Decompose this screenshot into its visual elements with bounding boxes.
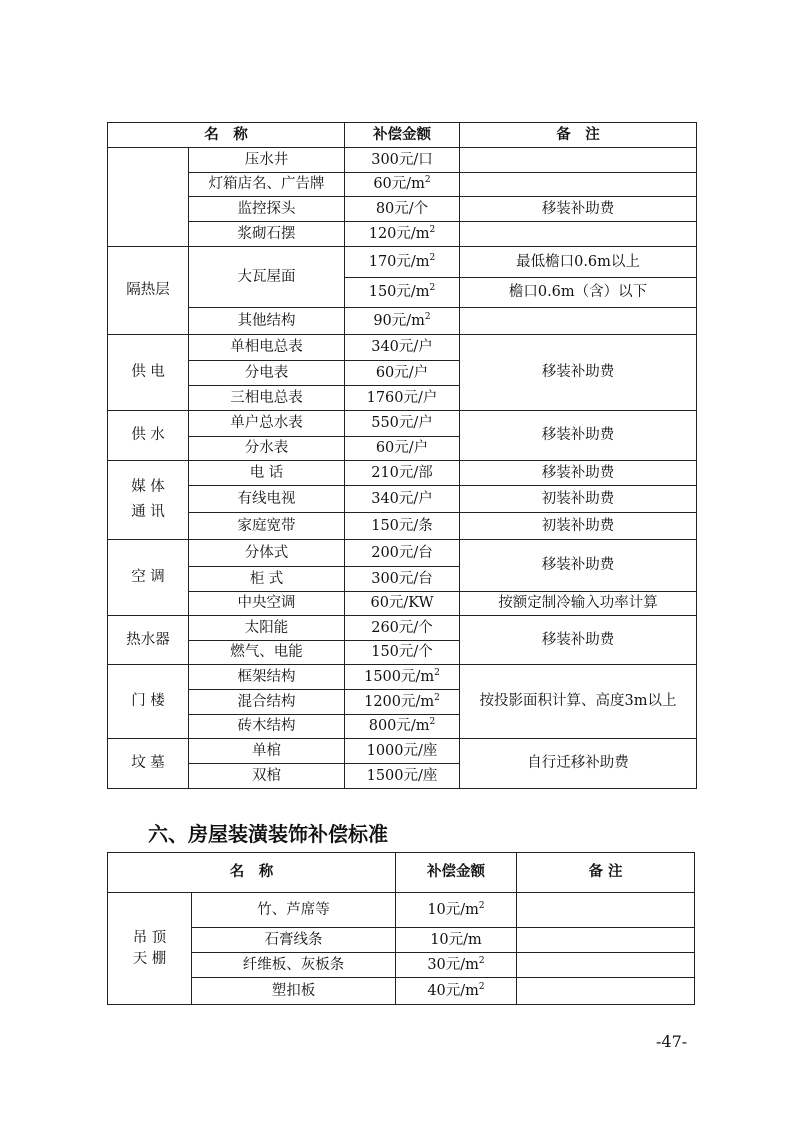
item-name: 竹、芦席等 [192,893,396,928]
category-gate: 门 楼 [108,665,189,739]
item-name: 灯箱店名、广告牌 [189,173,345,197]
table-row [108,173,697,197]
item-amount: 1200元$/m^2$ [345,690,460,715]
table-row [108,308,697,335]
item-name: 太阳能 [189,616,345,641]
item-note: 檐口0.6m（含）以下 [460,278,697,308]
compensation-table-decoration [107,852,695,1005]
item-name: 单户总水表 [189,411,345,437]
item-note: 移装补助费 [460,335,697,411]
item-amount: 340元/户 [345,335,460,361]
table-row [108,335,697,361]
item-amount: 150元/条 [345,513,460,540]
item-note: 移装补助费 [460,540,697,592]
item-name: 家庭宽带 [189,513,345,540]
item-note [460,173,697,197]
category-power: 供 电 [108,335,189,411]
item-amount: 1500元$/m^2$ [345,665,460,690]
category-tomb: 坟 墓 [108,739,189,789]
item-note [460,148,697,173]
header-name: 名 称 [108,853,396,893]
table-row [108,513,697,540]
item-amount: 550元/户 [345,411,460,437]
table-row [108,739,697,764]
item-note [460,308,697,335]
item-amount: 1000元/座 [345,739,460,764]
compensation-table-attachments [107,122,697,789]
item-name: 分水表 [189,437,345,461]
table-row [108,928,695,953]
item-name: 压水井 [189,148,345,173]
item-note: 初装补助费 [460,513,697,540]
item-note: 初装补助费 [460,486,697,513]
item-name: 砖木结构 [189,715,345,739]
item-name: 其他结构 [189,308,345,335]
item-name: 框架结构 [189,665,345,690]
item-note: 移装补助费 [460,411,697,461]
header-note: 备 注 [517,853,695,893]
item-note: 自行迁移补助费 [460,739,697,789]
page-number: -47- [656,1032,688,1051]
category-water: 供 水 [108,411,189,461]
item-name: 柜 式 [189,567,345,592]
table-row [108,616,697,641]
table-row [108,411,697,437]
item-amount: 10元/m [396,928,517,953]
item-amount: 300元/口 [345,148,460,173]
header-amount: 补偿金额 [396,853,517,893]
item-note [460,222,697,247]
item-name: 大瓦屋面 [189,247,345,308]
item-note: 按额定制冷输入功率计算 [460,592,697,616]
item-note: 移装补助费 [460,616,697,665]
item-amount: 800元$/m^2$ [345,715,460,739]
item-amount: 60元$/m^2$ [345,173,460,197]
item-name: 分电表 [189,361,345,386]
table-row [108,247,697,278]
table-row [108,222,697,247]
header-amount: 补偿金额 [345,123,460,148]
item-note [517,928,695,953]
item-amount: 30元$/m^2$ [396,953,517,978]
item-name: 塑扣板 [192,978,396,1005]
item-name: 单棺 [189,739,345,764]
item-note [517,953,695,978]
item-name: 三相电总表 [189,386,345,411]
item-note: 最低檐口0.6m以上 [460,247,697,278]
item-note: 移装补助费 [460,461,697,486]
table-row [108,461,697,486]
item-amount: 10元$/m^2$ [396,893,517,928]
category-heater: 热水器 [108,616,189,665]
item-name: 电 话 [189,461,345,486]
item-amount: 210元/部 [345,461,460,486]
category-empty [108,148,189,247]
item-amount: 200元/台 [345,540,460,567]
item-name: 监控探头 [189,197,345,222]
table-row [108,540,697,567]
item-name: 单相电总表 [189,335,345,361]
item-amount: 260元/个 [345,616,460,641]
item-name: 燃气、电能 [189,641,345,665]
section-heading: 六、房屋装潢装饰补偿标准 [148,822,388,846]
item-name: 纤维板、灰板条 [192,953,396,978]
item-name: 石膏线条 [192,928,396,953]
item-amount: 150元/个 [345,641,460,665]
table-row [108,665,697,690]
item-amount: 1500元/座 [345,764,460,789]
item-amount: 170元$/m^2$ [345,247,460,278]
table-row [108,197,697,222]
item-amount: 60元/户 [345,361,460,386]
table-row [108,893,695,928]
item-amount: 90元$/m^2$ [345,308,460,335]
header-note: 备 注 [460,123,697,148]
item-name: 中央空调 [189,592,345,616]
table-header-row [108,123,697,148]
item-name: 有线电视 [189,486,345,513]
item-amount: 120元$/m^2$ [345,222,460,247]
item-amount: 60元/户 [345,437,460,461]
item-name: 浆砌石摆 [189,222,345,247]
table-row [108,978,695,1005]
item-amount: 150元$/m^2$ [345,278,460,308]
item-name: 混合结构 [189,690,345,715]
item-amount: 60元/KW [345,592,460,616]
item-amount: 80元/个 [345,197,460,222]
item-note [517,978,695,1005]
item-note: 按投影面积计算、高度3m以上 [460,665,697,739]
item-name: 双棺 [189,764,345,789]
category-ac: 空 调 [108,540,189,616]
category-ceiling: 吊 顶 天 棚 [108,893,192,1005]
item-amount: 300元/台 [345,567,460,592]
category-media: 媒 体 通 讯 [108,461,189,540]
table-row [108,148,697,173]
table-row [108,953,695,978]
table-row [108,486,697,513]
item-name: 分体式 [189,540,345,567]
item-amount: 1760元/户 [345,386,460,411]
table-header-row [108,853,695,893]
header-name: 名 称 [108,123,345,148]
table-row [108,592,697,616]
item-amount: 40元$/m^2$ [396,978,517,1005]
item-note [517,893,695,928]
category-insulation: 隔热层 [108,247,189,335]
item-note: 移装补助费 [460,197,697,222]
item-amount: 340元/户 [345,486,460,513]
